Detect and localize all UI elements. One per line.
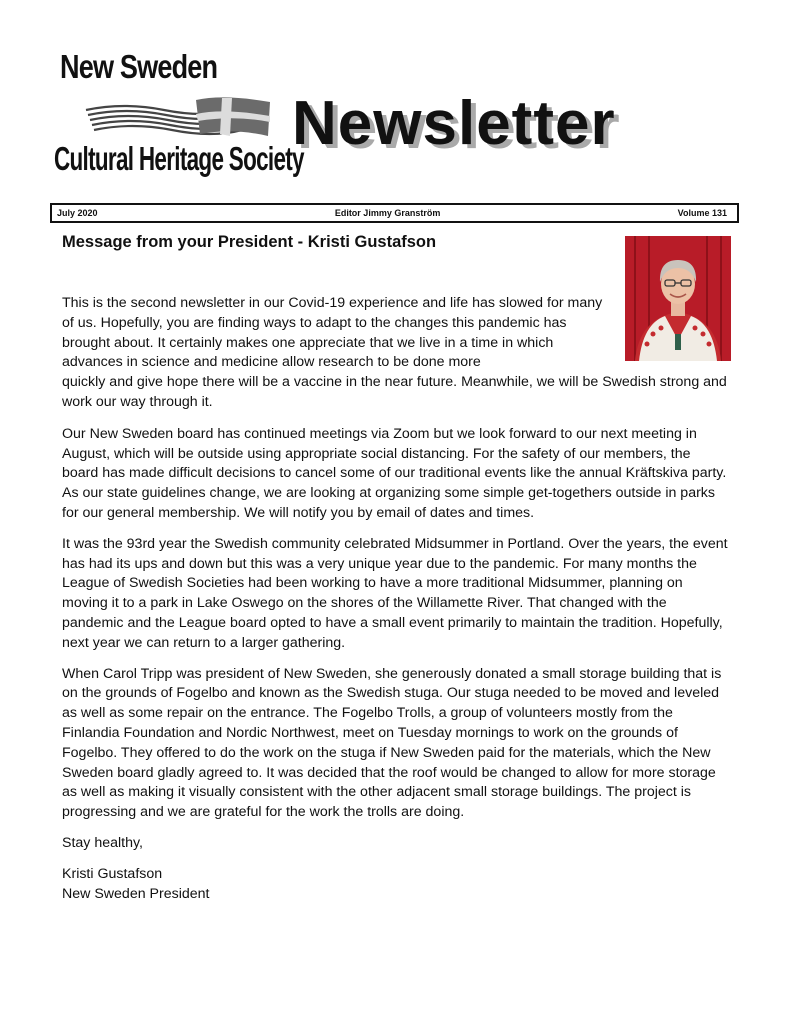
closing-line: Stay healthy, — [62, 834, 143, 851]
article-body — [62, 294, 728, 904]
paragraph-midsummer: It was the 93rd year the Swedish community celebrated Midsummer in Portland. Over the years, the event has had its ups and down but this was a very unique year due to the pandemic. For many months the League of Swedish Societies had been working to have a more traditional Midsummer, planning on moving it to a park in Lake Oswego on the shores of the Willamette River. That changed with the pandemic and the League board opted to have a small event primarily to maintain the tradition. Hopefully, next year we can return to a larger gathering. — [62, 535, 728, 651]
issue-date: July 2020 — [57, 208, 98, 218]
issue-volume: Volume 131 — [677, 208, 727, 218]
newsletter-masthead: Newsletter — [292, 89, 616, 158]
article-headline: Message from your President - Kristi Gustafson — [62, 233, 437, 251]
issue-info-bar — [50, 203, 739, 223]
paragraph-stuga: When Carol Tripp was president of New Sweden, she generously donated a small storage building that is on the grounds of Fogelbo and known as the Swedish stuga. Our stuga needed to be moved and leveled as well as some repair on the entrance. The Fogelbo Trolls, a group of volunteers mostly from the Finlandia Foundation and Nordic Northwest, meet on Tuesday mornings to work on the grounds of Fogelbo. They offered to do the work on the stuga if New Sweden paid for the materials, which the New Sweden board gladly agreed to. It was decided that the roof would be changed to allow for more storage as well as making it visually consistent with the other adjacent small storage buildings. The project is progressing and we are grateful for the work the trolls are doing. — [62, 665, 722, 821]
issue-editor: Editor Jimmy Granström — [334, 208, 441, 218]
signature-title: New Sweden President — [62, 885, 210, 902]
paragraph-intro-wide: quickly and give hope there will be a vaccine in the near future. Meanwhile, we will be Swedish strong and work our way through it. — [62, 374, 727, 410]
paragraph-intro — [62, 294, 728, 413]
paragraph-intro-narrow: This is the second newsletter in our Covid-19 experience and life has slowed for many of us. Hopefully, you are finding ways to adapt to the changes this pandemic has brought about. It certainly makes one appreciate that we live in a time in which advances in science and medicine allow research to be done more — [62, 295, 603, 371]
society-logo — [54, 48, 304, 193]
paragraph-board-meetings: Our New Sweden board has continued meetings via Zoom but we look forward to our next meeting in August, which will be outside using appropriate social distancing. For the safety of our members, the board has made difficult decisions to cancel some of our traditional events like the annual Kräftskiva party. As our state guidelines change, we are looking at organizing some simple get-togethers outside in parks for our general membership. We will notify you by email of dates and times. — [62, 425, 727, 521]
logo-text-new-sweden: New Sweden — [60, 48, 218, 85]
signature-name: Kristi Gustafson — [62, 865, 163, 882]
waving-flag-icon — [84, 96, 274, 140]
logo-text-cultural-heritage: Cultural Heritage Society — [54, 140, 304, 177]
